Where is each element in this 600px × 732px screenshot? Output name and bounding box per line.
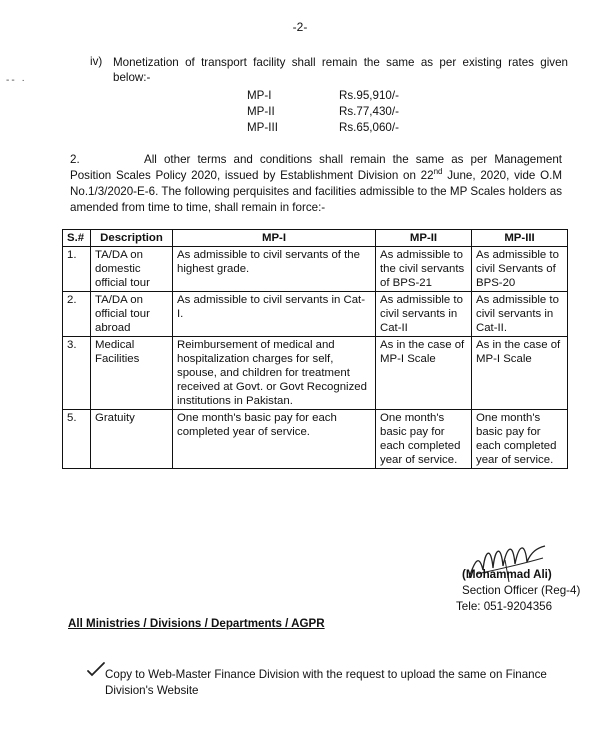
cell-mp3: As in the case of MP-I Scale [472,337,568,410]
table-row [63,247,568,292]
cell-mp2: One month's basic pay for each completed year of service. [376,410,472,469]
rate-amount: Rs.77,430/- [339,105,399,118]
perquisites-table [62,229,568,469]
margin-mark: -- · [6,75,27,86]
cell-mp3: As admissible to civil servants in Cat-II. [472,292,568,337]
cell-description: TA/DA on domestic official tour [91,247,173,292]
table-row [63,337,568,410]
copy-to-text: Copy to Web-Master Finance Division with the request to upload the same on Finance Division's Website [105,668,547,697]
cell-description: Medical Facilities [91,337,173,410]
cell-mp1: One month's basic pay for each completed year of service. [173,410,376,469]
cell-mp1: Reimbursement of medical and hospitalization charges for self, spouse, and children for treatment received at Govt. or Govt Recognized institutions in Pakistan. [173,337,376,410]
cell-description: TA/DA on official tour abroad [91,292,173,337]
rate-amount: Rs.65,060/- [339,121,399,134]
paragraph-2-number: 2. [70,153,80,166]
column-header: MP-II [376,230,472,247]
table-header-row [63,230,568,247]
paragraph-2-sup: nd [433,167,443,177]
cell-mp3: One month's basic pay for each completed year of service. [472,410,568,469]
column-header: S.# [63,230,91,247]
column-header: MP-I [173,230,376,247]
table-row [63,410,568,469]
signatory-designation: Section Officer (Reg-4) [462,584,581,597]
column-header: MP-III [472,230,568,247]
signatory-name: (Mohammad Ali) [462,568,552,581]
paragraph-2-text-a: All other terms and conditions shall remain the same as per Management Position Scales Policy 2020, issued by Establishment Division on 22 [70,153,562,182]
rate-scale: MP-II [247,105,275,118]
cell-sno: 2. [63,292,91,337]
paragraph-2-text-b: June, 2020, vide O.M No.1/3/2020-E-6. The following perquisites and facilities admissible to the MP Scales holders as amended from time to time, shall remain in force:- [70,169,562,214]
checkmark-icon [86,661,106,677]
cell-description: Gratuity [91,410,173,469]
cell-mp1: As admissible to civil servants of the highest grade. [173,247,376,292]
rate-amount: Rs.95,910/- [339,89,399,102]
item-iv-text: Monetization of transport facility shall remain the same as per existing rates given below:- [113,56,568,84]
cell-sno: 5. [63,410,91,469]
cell-mp3: As admissible to civil Servants of BPS-20 [472,247,568,292]
rate-row [247,105,447,121]
table-row [63,292,568,337]
rate-scale: MP-III [247,121,278,134]
rate-row [247,89,447,105]
paragraph-2 [70,152,562,216]
signatory-telephone: Tele: 051-9204356 [456,600,553,613]
item-iv-number: iv) [90,55,103,68]
cell-sno: 1. [63,247,91,292]
rate-scale: MP-I [247,89,272,102]
page-number: -2- [292,20,308,34]
cell-mp2: As admissible to the civil servants of BPS-21 [376,247,472,292]
distribution-list: All Ministries / Divisions / Departments / AGPR [68,617,325,630]
cell-mp2: As in the case of MP-I Scale [376,337,472,410]
cell-sno: 3. [63,337,91,410]
rate-row [247,121,447,137]
cell-mp2: As admissible to civil servants in Cat-II [376,292,472,337]
cell-mp1: As admissible to civil servants in Cat-I. [173,292,376,337]
column-header: Description [91,230,173,247]
